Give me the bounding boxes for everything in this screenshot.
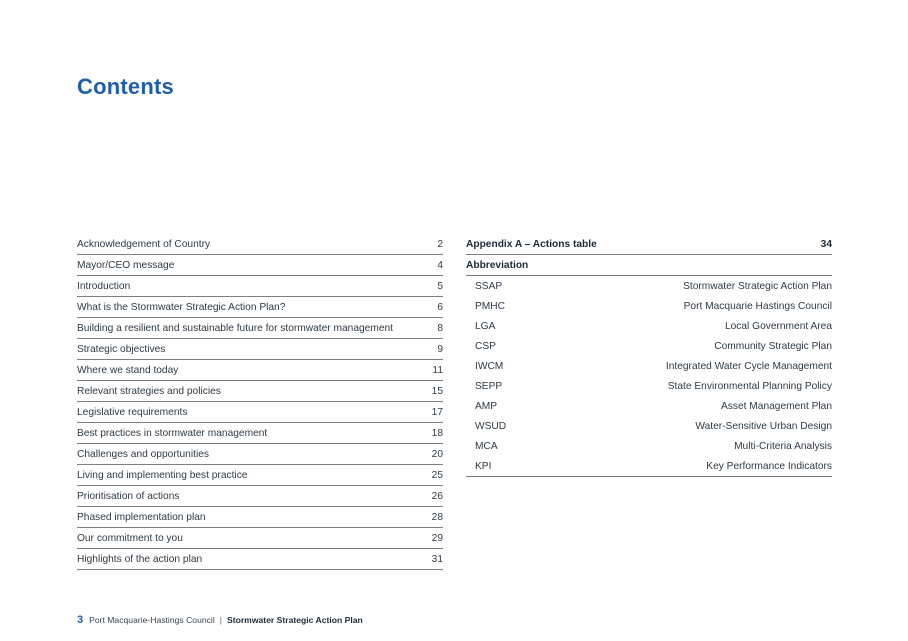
toc-entry-page: 29 (431, 532, 443, 544)
toc-entry-label: Our commitment to you (77, 532, 183, 544)
toc-entry[interactable] (77, 234, 443, 255)
toc-entry[interactable] (77, 423, 443, 444)
abbreviation-row (466, 416, 832, 436)
toc-entry-label: Prioritisation of actions (77, 490, 180, 502)
abbreviation-code: KPI (475, 460, 492, 472)
toc-entry-label: Phased implementation plan (77, 511, 206, 523)
toc-entry-label: Legislative requirements (77, 406, 188, 418)
abbreviation-code: AMP (475, 400, 498, 412)
toc-entry-page: 8 (437, 322, 443, 334)
abbreviation-row (466, 356, 832, 376)
abbreviation-term: Local Government Area (724, 320, 832, 332)
toc-entry-page: 18 (431, 427, 443, 439)
toc-entry[interactable] (77, 318, 443, 339)
abbreviation-row (466, 436, 832, 456)
abbreviation-term: Key Performance Indicators (706, 460, 832, 472)
toc-entry[interactable] (77, 444, 443, 465)
abbreviation-heading-label: Abbreviation (466, 259, 529, 271)
toc-entry-page: 2 (437, 238, 443, 250)
abbreviation-term: Stormwater Strategic Action Plan (683, 280, 832, 292)
abbreviation-term: Integrated Water Cycle Management (665, 360, 832, 372)
toc-entry-page: 17 (431, 406, 443, 418)
page-footer (77, 614, 363, 626)
toc-entry[interactable] (77, 360, 443, 381)
toc-entry-label: Mayor/CEO message (77, 259, 175, 271)
appendix-page: 34 (820, 238, 832, 250)
toc-entry-page: 28 (431, 511, 443, 523)
toc-entry-page: 31 (431, 553, 443, 565)
abbreviation-term: Asset Management Plan (721, 400, 832, 412)
toc-entry[interactable] (77, 465, 443, 486)
appendix-and-abbreviations (466, 234, 832, 477)
footer-organisation: Port Macquarie-Hastings Council (89, 615, 215, 625)
abbreviation-row (466, 336, 832, 356)
toc-entry-page: 6 (437, 301, 443, 313)
abbreviation-code: SSAP (475, 280, 503, 292)
toc-entry-appendix[interactable] (466, 234, 832, 255)
abbreviation-code: LGA (475, 320, 496, 332)
toc-entry-label: Building a resilient and sustainable future for stormwater management (77, 322, 393, 334)
abbreviation-term: Port Macquarie Hastings Council (683, 300, 832, 312)
appendix-label: Appendix A – Actions table (466, 238, 597, 250)
toc-entry[interactable] (77, 381, 443, 402)
abbreviation-heading (466, 255, 832, 276)
abbreviation-term: Community Strategic Plan (714, 340, 832, 352)
toc-entry-label: What is the Stormwater Strategic Action Plan? (77, 301, 286, 313)
table-of-contents (77, 234, 443, 570)
abbreviation-term: State Environmental Planning Policy (667, 380, 832, 392)
abbreviation-code: MCA (475, 440, 498, 452)
toc-entry-page: 20 (431, 448, 443, 460)
toc-entry-label: Relevant strategies and policies (77, 385, 221, 397)
abbreviation-row (466, 396, 832, 416)
abbreviation-row (466, 376, 832, 396)
footer-separator: | (219, 615, 222, 625)
toc-entry-label: Strategic objectives (77, 343, 166, 355)
toc-entry[interactable] (77, 528, 443, 549)
toc-entry[interactable] (77, 549, 443, 570)
abbreviation-list (466, 276, 832, 477)
abbreviation-code: PMHC (475, 300, 505, 312)
toc-entry-label: Best practices in stormwater management (77, 427, 268, 439)
abbreviation-term: Multi-Criteria Analysis (734, 440, 832, 452)
toc-entry-page: 5 (437, 280, 443, 292)
toc-entry-label: Challenges and opportunities (77, 448, 209, 460)
abbreviation-row (466, 456, 832, 476)
abbreviation-row (466, 296, 832, 316)
abbreviation-code: CSP (475, 340, 496, 352)
footer-page-number: 3 (77, 614, 84, 626)
toc-entry-label: Living and implementing best practice (77, 469, 248, 481)
toc-entry[interactable] (77, 507, 443, 528)
toc-entry-page: 15 (431, 385, 443, 397)
toc-entry[interactable] (77, 297, 443, 318)
toc-entry-page: 9 (437, 343, 443, 355)
toc-entry[interactable] (77, 255, 443, 276)
abbreviation-row (466, 276, 832, 296)
abbreviation-row (466, 316, 832, 336)
abbreviation-code: WSUD (475, 420, 507, 432)
page-title: Contents (77, 74, 174, 99)
toc-entry[interactable] (77, 402, 443, 423)
toc-entry-page: 26 (431, 490, 443, 502)
toc-entry-label: Introduction (77, 280, 131, 292)
toc-entry[interactable] (77, 339, 443, 360)
toc-entry-page: 4 (437, 259, 443, 271)
toc-entry-label: Acknowledgement of Country (77, 238, 211, 250)
toc-entry[interactable] (77, 276, 443, 297)
abbreviation-code: SEPP (475, 380, 503, 392)
footer-document-title: Stormwater Strategic Action Plan (226, 615, 363, 625)
abbreviation-code: IWCM (475, 360, 504, 372)
toc-entry-label: Where we stand today (77, 364, 179, 376)
abbreviation-term: Water-Sensitive Urban Design (695, 420, 832, 432)
toc-entry-label: Highlights of the action plan (77, 553, 203, 565)
toc-entry[interactable] (77, 486, 443, 507)
toc-entry-page: 25 (431, 469, 443, 481)
toc-entry-page: 11 (432, 364, 443, 376)
